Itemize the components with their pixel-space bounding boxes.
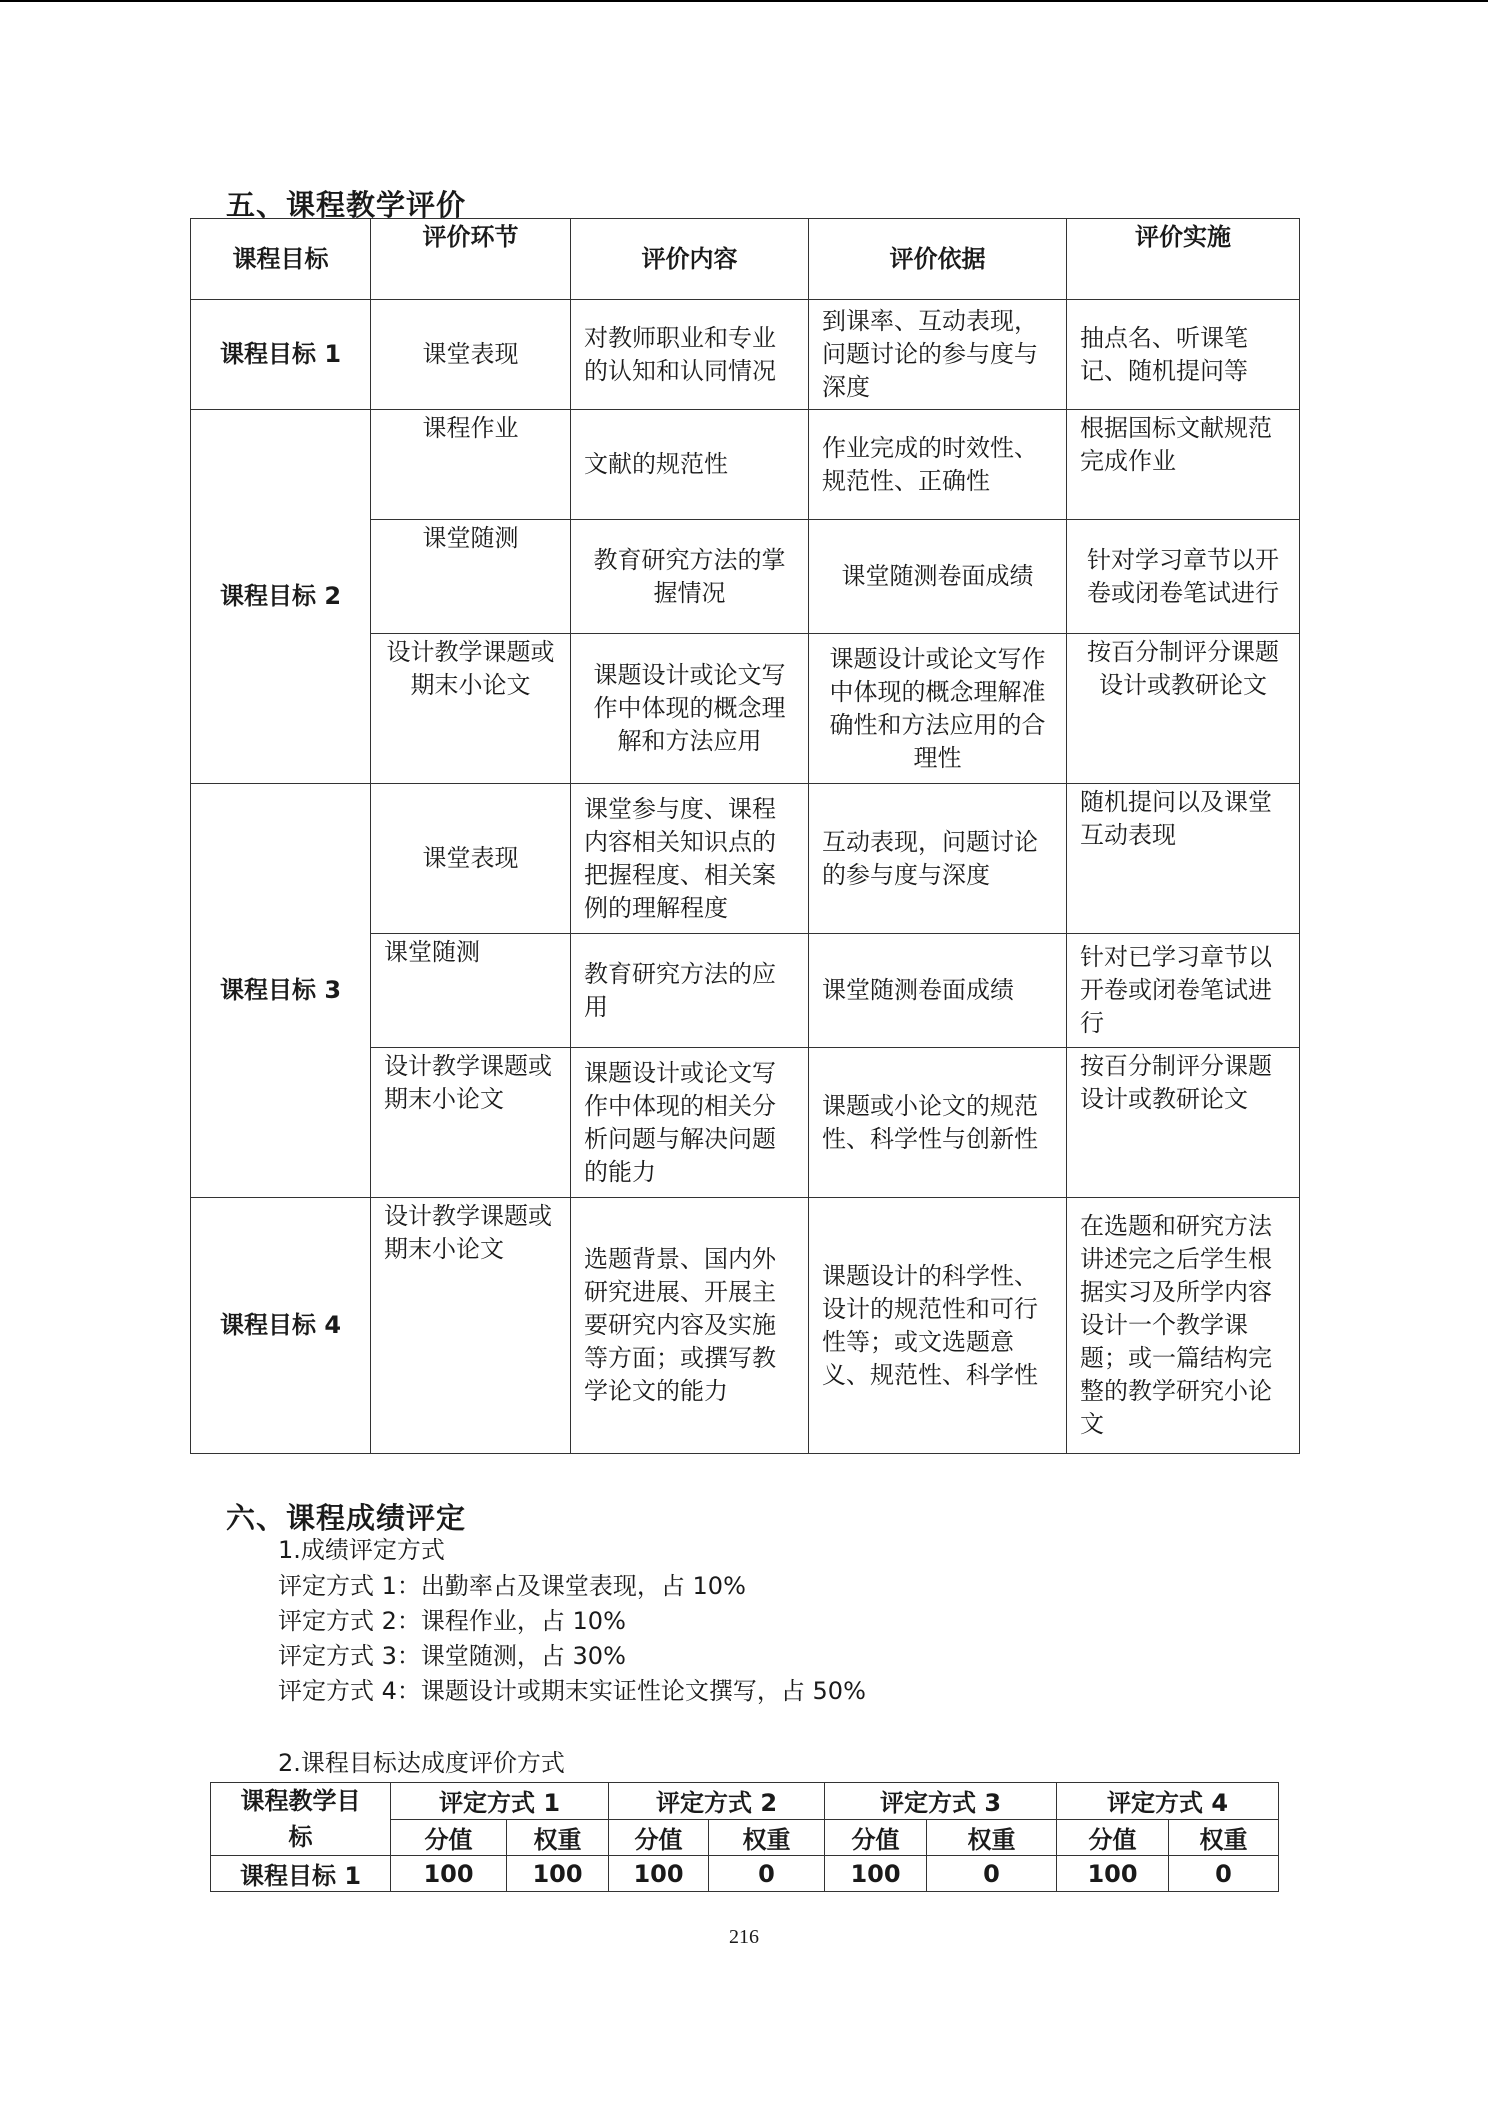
score-cell: 100 [825,1856,927,1892]
grading-method-item: 评定方式 1：出勤率占及课堂表现，占 10% [278,1572,746,1600]
goal-cell: 课程目标 1 [211,1856,391,1892]
method-header: 评定方式 1 [391,1783,609,1820]
value-header: 分值 [391,1819,507,1856]
content-cell: 对教师职业和专业的认知和认同情况 [571,300,809,410]
weight-header: 权重 [709,1819,825,1856]
table-row [191,300,1300,410]
table-row [211,1856,1279,1892]
value-header: 分值 [1057,1819,1169,1856]
implement-cell: 针对已学习章节以开卷或闭卷笔试进行 [1067,934,1300,1048]
value-header: 分值 [609,1819,709,1856]
section-6-heading: 六、课程成绩评定 [226,1501,467,1535]
basis-cell: 互动表现，问题讨论的参与度与深度 [809,784,1067,934]
implement-cell: 按百分制评分课题设计或教研论文 [1067,1048,1300,1198]
content-cell: 课题设计或论文写作中体现的概念理解和方法应用 [571,634,809,784]
score-cell: 100 [1057,1856,1169,1892]
score-cell: 100 [391,1856,507,1892]
header-implement: 评价实施 [1067,219,1300,300]
basis-cell: 课堂随测卷面成绩 [809,934,1067,1048]
grading-method-item: 评定方式 2：课程作业，占 10% [278,1607,626,1635]
header-basis: 评价依据 [809,219,1067,300]
content-cell: 选题背景、国内外研究进展、开展主要研究内容及实施等方面；或撰写教学论文的能力 [571,1198,809,1454]
table-row [191,784,1300,934]
implement-cell: 按百分制评分课题设计或教研论文 [1067,634,1300,784]
implement-cell: 抽点名、听课笔记、随机提问等 [1067,300,1300,410]
stage-cell: 课堂随测 [371,934,571,1048]
evaluation-table [190,218,1300,1454]
score-cell: 0 [927,1856,1057,1892]
score-header-row [211,1783,1279,1820]
weight-header: 权重 [927,1819,1057,1856]
implement-cell: 随机提问以及课堂互动表现 [1067,784,1300,934]
value-header: 分值 [825,1819,927,1856]
implement-cell: 针对学习章节以开卷或闭卷笔试进行 [1067,520,1300,634]
implement-cell: 在选题和研究方法讲述完之后学生根据实习及所学内容设计一个教学课题；或一篇结构完整的教学研究小论文 [1067,1198,1300,1454]
page-top-border [0,0,1488,2]
goal-header: 课程教学目标 [211,1783,391,1856]
score-cell: 0 [1169,1856,1279,1892]
stage-cell: 设计教学课题或期末小论文 [371,1198,571,1454]
score-cell: 0 [709,1856,825,1892]
stage-cell: 设计教学课题或期末小论文 [371,1048,571,1198]
basis-cell: 作业完成的时效性、规范性、正确性 [809,410,1067,520]
grading-method-item: 评定方式 4：课题设计或期末实证性论文撰写，占 50% [278,1677,866,1705]
basis-cell: 课堂随测卷面成绩 [809,520,1067,634]
header-goal: 课程目标 [191,219,371,300]
content-cell: 课题设计或论文写作中体现的相关分析问题与解决问题的能力 [571,1048,809,1198]
score-table [210,1782,1279,1892]
goal-cell: 课程目标 2 [191,410,371,784]
weight-header: 权重 [507,1819,609,1856]
stage-cell: 课程作业 [371,410,571,520]
stage-cell: 课堂随测 [371,520,571,634]
header-content: 评价内容 [571,219,809,300]
grading-method-subheading: 1.成绩评定方式 [278,1536,445,1564]
stage-cell: 设计教学课题或期末小论文 [371,634,571,784]
implement-cell: 根据国标文献规范完成作业 [1067,410,1300,520]
goal-cell: 课程目标 4 [191,1198,371,1454]
basis-cell: 课题设计的科学性、设计的规范性和可行性等；或文选题意义、规范性、科学性 [809,1198,1067,1454]
goal-cell: 课程目标 1 [191,300,371,410]
grading-method-item: 评定方式 3：课堂随测，占 30% [278,1642,626,1670]
content-cell: 教育研究方法的应用 [571,934,809,1048]
section-5-heading: 五、课程教学评价 [226,188,467,222]
weight-header: 权重 [1169,1819,1279,1856]
table-row [191,410,1300,520]
content-cell: 教育研究方法的掌握情况 [571,520,809,634]
method-header: 评定方式 4 [1057,1783,1279,1820]
score-cell: 100 [507,1856,609,1892]
content-cell: 课堂参与度、课程内容相关知识点的把握程度、相关案例的理解程度 [571,784,809,934]
content-cell: 文献的规范性 [571,410,809,520]
goal-cell: 课程目标 3 [191,784,371,1198]
header-stage: 评价环节 [371,219,571,300]
achievement-subheading: 2.课程目标达成度评价方式 [278,1749,565,1777]
stage-cell: 课堂表现 [371,784,571,934]
method-header: 评定方式 3 [825,1783,1057,1820]
method-header: 评定方式 2 [609,1783,825,1820]
stage-cell: 课堂表现 [371,300,571,410]
basis-cell: 课题或小论文的规范性、科学性与创新性 [809,1048,1067,1198]
basis-cell: 课题设计或论文写作中体现的概念理解准确性和方法应用的合理性 [809,634,1067,784]
page-number: 216 [729,1926,759,1948]
evaluation-header-row [191,219,1300,300]
basis-cell: 到课率、互动表现，问题讨论的参与度与深度 [809,300,1067,410]
table-row [191,1198,1300,1454]
score-cell: 100 [609,1856,709,1892]
